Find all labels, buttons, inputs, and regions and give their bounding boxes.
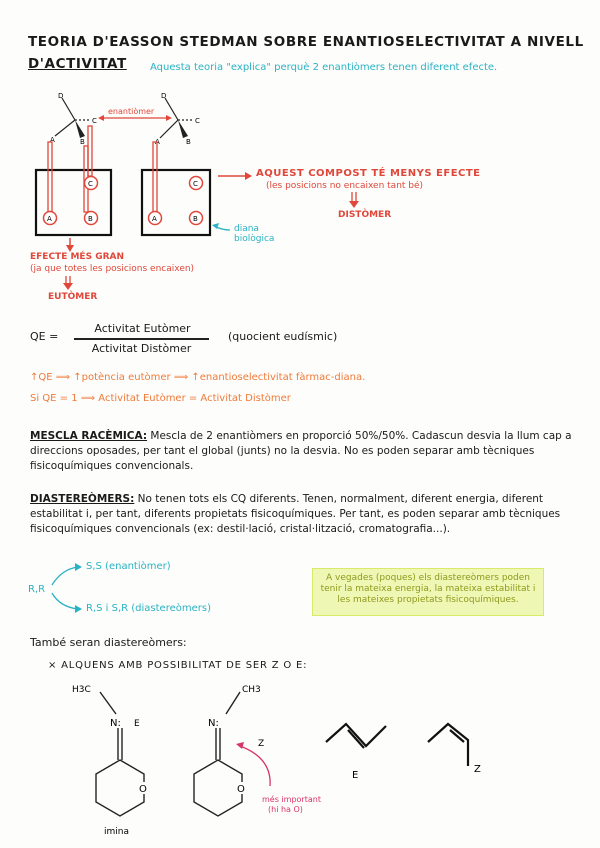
left-label-b: B [80, 138, 85, 146]
qe-line-1: ↑QE ⟹ ↑potència eutòmer ⟹ ↑enantioselectivitat fàrmac-diana. [30, 372, 366, 383]
qe-denominator: Activitat Distòmer [91, 342, 192, 355]
qe-note: (quocient eudísmic) [228, 330, 338, 343]
imine-e-structure [72, 685, 152, 837]
left-label-c: C [92, 117, 97, 125]
left-site-c: C [88, 180, 93, 188]
alkene-z-structure [428, 724, 481, 775]
imine-z-structure [194, 685, 321, 816]
imine-e-nitrogen: N: [110, 718, 121, 729]
intro-note: Aquesta teoria "explica" perquè 2 enantiòmers tenen diferent efecte. [150, 62, 498, 73]
title-line-2: D'ACTIVITAT [28, 56, 127, 72]
right-site-b: B [193, 215, 198, 223]
racemic-term: MESCLA RACÈMICA: [30, 430, 148, 442]
alkenes-heading: × ALQUENS AMB POSSIBILITAT DE SER Z O E: [48, 660, 308, 671]
diastereomers-text: No tenen tots els CQ diferents. Tenen, normalment, diferent energia, diferent estabilitat i, per tant, diferents propietats fisicoquímiques. Per tant, es poden separar amb tècniques fisicoquímiques convencionals (ex: destil·lació, cristal·lització, cromatografia...). [30, 493, 561, 535]
stereo-diastereomers: R,S i S,R (diastereòmers) [86, 603, 211, 614]
diastereomers-paragraph [30, 492, 580, 537]
qe-lhs: QE = [30, 330, 59, 343]
biological-target-label [234, 224, 274, 244]
biological-label-line-2: biològica [234, 234, 275, 244]
imine-z-nitrogen: N: [208, 718, 219, 729]
alkene-z-label: Z [474, 764, 481, 775]
highlight-note: A vegades (poques) els diastereòmers poden tenir la mateixa energia, la mateixa estabilitat i les mateixes propietats fisicoquímiques. [312, 568, 544, 616]
qe-numerator: Activitat Eutòmer [94, 322, 191, 335]
also-diastereomers: També seran diastereòmers: [30, 636, 187, 649]
imine-z-label: Z [258, 739, 265, 749]
alkene-e-label: E [352, 770, 359, 781]
left-site-a: A [47, 215, 52, 223]
qe-fraction-bar [74, 338, 209, 340]
important-line-2: (hi ha O) [268, 805, 303, 814]
right-label-d: D [161, 92, 167, 100]
right-site-c: C [193, 180, 198, 188]
biological-label-line-1: diana [234, 224, 259, 234]
important-line-1: més important [262, 795, 321, 804]
imine-z-methyl: CH3 [242, 685, 261, 695]
right-label-c: C [195, 117, 200, 125]
imine-e-oxygen: O [139, 784, 147, 795]
alkene-e-structure [326, 724, 386, 781]
left-site-b: B [88, 215, 93, 223]
left-molecule [50, 92, 97, 146]
right-note-line-2: (les posicions no encaixen tant bé) [266, 181, 424, 191]
eutomer-label: EUTÒMER [48, 292, 98, 302]
right-label-a: A [155, 138, 160, 146]
racemic-paragraph [30, 429, 578, 474]
left-note-line-1: EFECTE MÉS GRAN [30, 252, 125, 262]
qe-line-2: Si QE = 1 ⟹ Activitat Eutòmer = Activitat Distòmer [30, 393, 291, 404]
distomer-label: DISTÒMER [338, 210, 392, 220]
imine-z-oxygen: O [237, 784, 245, 795]
left-receptor-box [36, 170, 111, 235]
left-note-line-2: (ja que totes les posicions encaixen) [30, 264, 195, 274]
title-line-1: TEORIA D'EASSON STEDMAN SOBRE ENANTIOSELECTIVITAT A NIVELL [28, 34, 584, 50]
right-site-a: A [152, 215, 157, 223]
stereo-origin: R,R [28, 584, 46, 595]
easson-stedman-diagram [0, 80, 600, 310]
imine-caption: imina [104, 827, 129, 837]
right-label-b: B [186, 138, 191, 146]
left-label-d: D [58, 92, 64, 100]
imine-e-methyl: H3C [72, 685, 91, 695]
right-molecule [155, 92, 200, 146]
chemical-structures [0, 676, 600, 846]
diastereomers-term: DIASTEREÒMERS: [30, 493, 135, 505]
racemic-text: Mescla de 2 enantiòmers en proporció 50%/50%. Cadascun desvia la llum cap a direccions oposades, per tant el global (junts) no la desvia. No es poden separar amb tècniques fisicoquímiques convencionals. [30, 430, 572, 472]
stereo-enantiomer: S,S (enantiòmer) [86, 561, 171, 572]
right-note-line-1: AQUEST COMPOST TÉ MENYS EFECTE [256, 168, 481, 179]
imine-e-label: E [134, 719, 140, 729]
left-label-a: A [50, 136, 55, 144]
enantiomer-label: enantiòmer [108, 107, 155, 116]
